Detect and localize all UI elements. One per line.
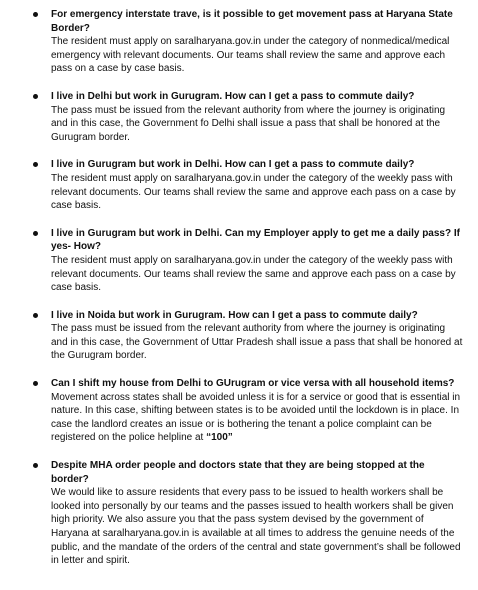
bullet-icon <box>33 463 38 468</box>
faq-item-delhi-to-gurugram <box>0 90 478 144</box>
faq-answer: The resident must apply on saralharyana.gov.in under the category of nonmedical/medical emergency with relevant documents. Our teams shall review the same and approve each pass on a case by case basis. <box>51 36 450 75</box>
bullet-icon <box>33 231 38 236</box>
faq-item-stopped-at-border <box>0 459 478 568</box>
faq-answer <box>51 391 464 445</box>
faq-answer: We would like to assure residents that every pass to be issued to health workers shall be looked into personally by our teams and the passes issued to health workers shall be given high priority. We also assure you that the pass system devised by the government of Haryana at saralharyana.gov.in is available at all times to address the genuine needs of the public, and the mandate of the orders of the central and state government’s shall be followed in letter and spirit. <box>51 487 461 567</box>
faq-question: I live in Gurugram but work in Delhi. Can my Employer apply to get me a daily pass? If yes- How? <box>51 227 460 253</box>
faq-item-gurugram-to-delhi <box>0 158 478 212</box>
bullet-icon <box>33 162 38 167</box>
bullet-icon <box>33 12 38 17</box>
faq-question: Despite MHA order people and doctors state that they are being stopped at the border? <box>51 460 425 485</box>
faq-question: I live in Gurugram but work in Delhi. How can I get a pass to commute daily? <box>51 159 415 171</box>
faq-item-noida-to-gurugram <box>0 309 478 363</box>
faq-list <box>0 8 478 582</box>
bullet-icon <box>33 94 38 99</box>
faq-item-emergency-interstate <box>0 8 478 76</box>
bullet-icon <box>33 381 38 386</box>
faq-item-shift-house <box>0 377 478 445</box>
faq-question: Can I shift my house from Delhi to GUrugram or vice versa with all household items? <box>51 378 455 390</box>
faq-item-employer-pass <box>0 227 478 295</box>
bullet-icon <box>33 313 38 318</box>
faq-answer: The resident must apply on saralharyana.gov.in under the category of the weekly pass with relevant documents. Our teams shall review the same and approve each pass on a case by case basis. <box>51 254 456 294</box>
faq-answer-text: Movement across states shall be avoided unless it is for a service or good that is essential in nature. In this case, shifting between states is to be avoided until the lockdown is in place. In case the landlord creates an issue or is bothering the tenant a police complaint can be registered on the police helpline at <box>51 391 461 444</box>
faq-question: I live in Noida but work in Gurugram. How can I get a pass to commute daily? <box>51 309 418 321</box>
faq-question: I live in Delhi but work in Gurugram. How can I get a pass to commute daily? <box>51 90 415 102</box>
faq-answer: The resident must apply on saralharyana.gov.in under the category of the weekly pass with relevant documents. Our teams shall review the same and approve each pass on a case by case basis. <box>51 172 456 212</box>
faq-answer: The pass must be issued from the relevant authority from where the journey is originating and in this case, the Government fo Delhi shall issue a pass that shall be honored at the Gurugram border. <box>51 104 446 143</box>
faq-answer: The pass must be issued from the relevant authority from where the journey is originating and in this case, the Government of Uttar Pradesh shall issue a pass that shall be honored at the Gurugram border. <box>51 323 463 362</box>
police-helpline-number: “100” <box>206 432 233 444</box>
faq-question: For emergency interstate trave, is it possible to get movement pass at Haryana State Border? <box>51 9 453 34</box>
